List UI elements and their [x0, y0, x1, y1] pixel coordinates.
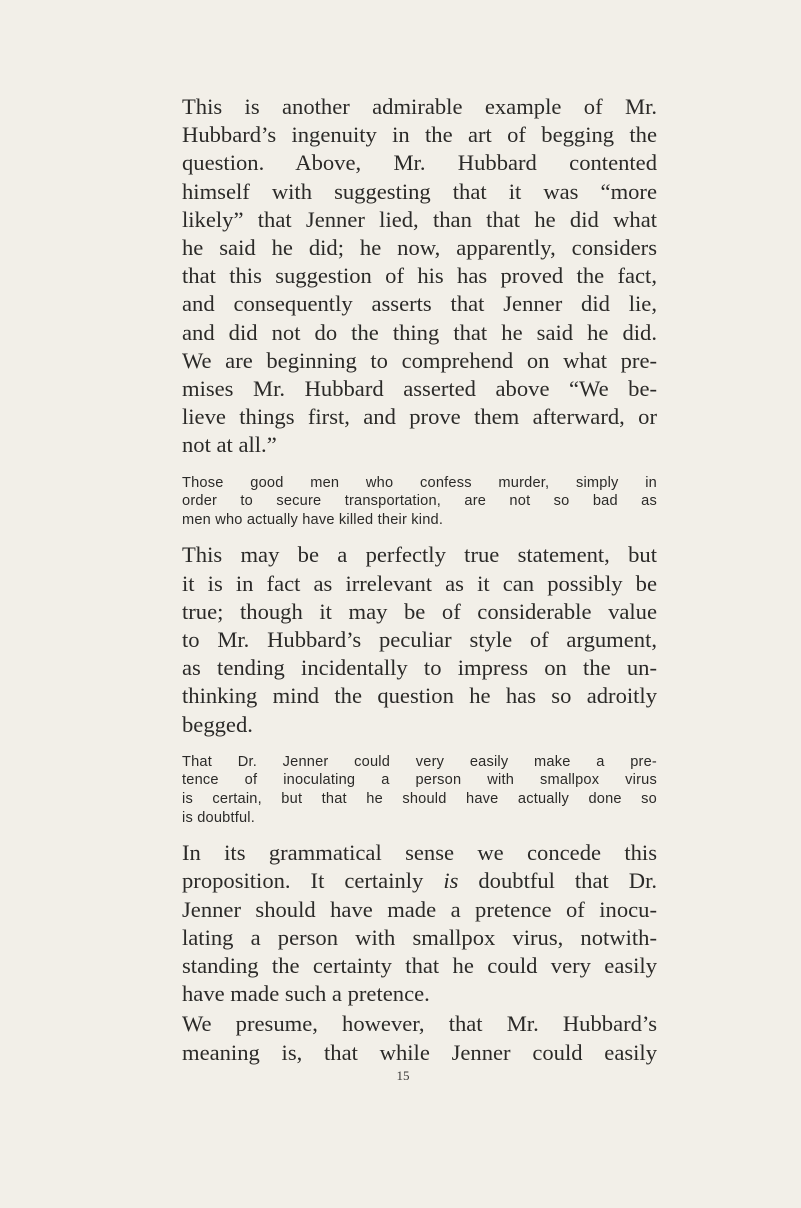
quotation-confess-murder: [182, 474, 657, 530]
spacer: [182, 739, 657, 753]
text-line: [182, 867, 657, 895]
text-line: We are beginning to comprehend on what pre-: [182, 347, 657, 373]
text-line: as tending incidentally to impress on the un-: [182, 655, 657, 681]
page-body: [182, 93, 657, 1067]
text-line: he said he did; he now, apparently, considers: [182, 235, 657, 261]
quote-line: tence of inoculating a person with smallpox virus: [182, 772, 657, 789]
spacer: [182, 460, 657, 474]
text-line: himself with suggesting that it was “more: [182, 178, 657, 204]
text-line: begged.: [182, 711, 253, 737]
text-line: We presume, however, that Mr. Hubbard’s: [182, 1011, 657, 1037]
text-line: Hubbard’s ingenuity in the art of begging the: [182, 122, 657, 148]
quote-line: That Dr. Jenner could very easily make a pre-: [182, 753, 657, 770]
text-line: lating a person with smallpox virus, notwith-: [182, 924, 657, 950]
quote-line: is doubtful.: [182, 809, 255, 826]
text-line: that this suggestion of his has proved the fact,: [182, 263, 657, 289]
paragraph-we-presume: [182, 1010, 657, 1066]
text-line: to Mr. Hubbard’s peculiar style of argument,: [182, 627, 657, 653]
text-run: proposition. It certainly: [182, 868, 444, 894]
text-line: Jenner should have made a pretence of inocu-: [182, 896, 657, 922]
text-line: likely” that Jenner lied, than that he did what: [182, 206, 657, 232]
text-line: This is another admirable example of Mr.: [182, 94, 657, 119]
text-line: and consequently asserts that Jenner did lie,: [182, 291, 657, 317]
emphasis-is: is: [443, 868, 459, 894]
quotation-pretence-of-inoculating: [182, 753, 657, 827]
text-line: This may be a perfectly true statement, but: [182, 542, 657, 568]
text-line: thinking mind the question he has so adroitly: [182, 683, 657, 709]
text-line: true; though it may be of considerable value: [182, 598, 657, 624]
text-line: question. Above, Mr. Hubbard contented: [182, 150, 657, 176]
text-run: doubtful that Dr.: [458, 868, 657, 894]
text-line: mises Mr. Hubbard asserted above “We be-: [182, 376, 657, 402]
page-number: 15: [396, 1068, 410, 1083]
text-line: In its grammatical sense we concede this: [182, 840, 657, 866]
text-line: and did not do the thing that he said he did.: [182, 319, 657, 345]
spacer: [182, 827, 657, 839]
text-line: meaning is, that while Jenner could easily: [182, 1039, 657, 1065]
paragraph-admirable-example: [182, 93, 657, 460]
spacer: [182, 529, 657, 541]
text-line: lieve things first, and prove them afterward, or: [182, 404, 657, 430]
text-line: not at all.”: [182, 432, 277, 458]
quote-line: men who actually have killed their kind.: [182, 511, 444, 528]
paragraph-true-statement: [182, 541, 657, 738]
text-line: standing the certainty that he could very easily: [182, 953, 657, 979]
quote-line: order to secure transportation, are not so bad as: [182, 493, 657, 510]
text-line: have made such a pretence.: [182, 981, 430, 1007]
quote-line: is certain, but that he should have actually done so: [182, 791, 657, 808]
text-line: it is in fact as irrelevant as it can possibly be: [182, 570, 657, 596]
quote-line: Those good men who confess murder, simply in: [182, 474, 657, 491]
paragraph-grammatical-sense: [182, 839, 657, 1008]
